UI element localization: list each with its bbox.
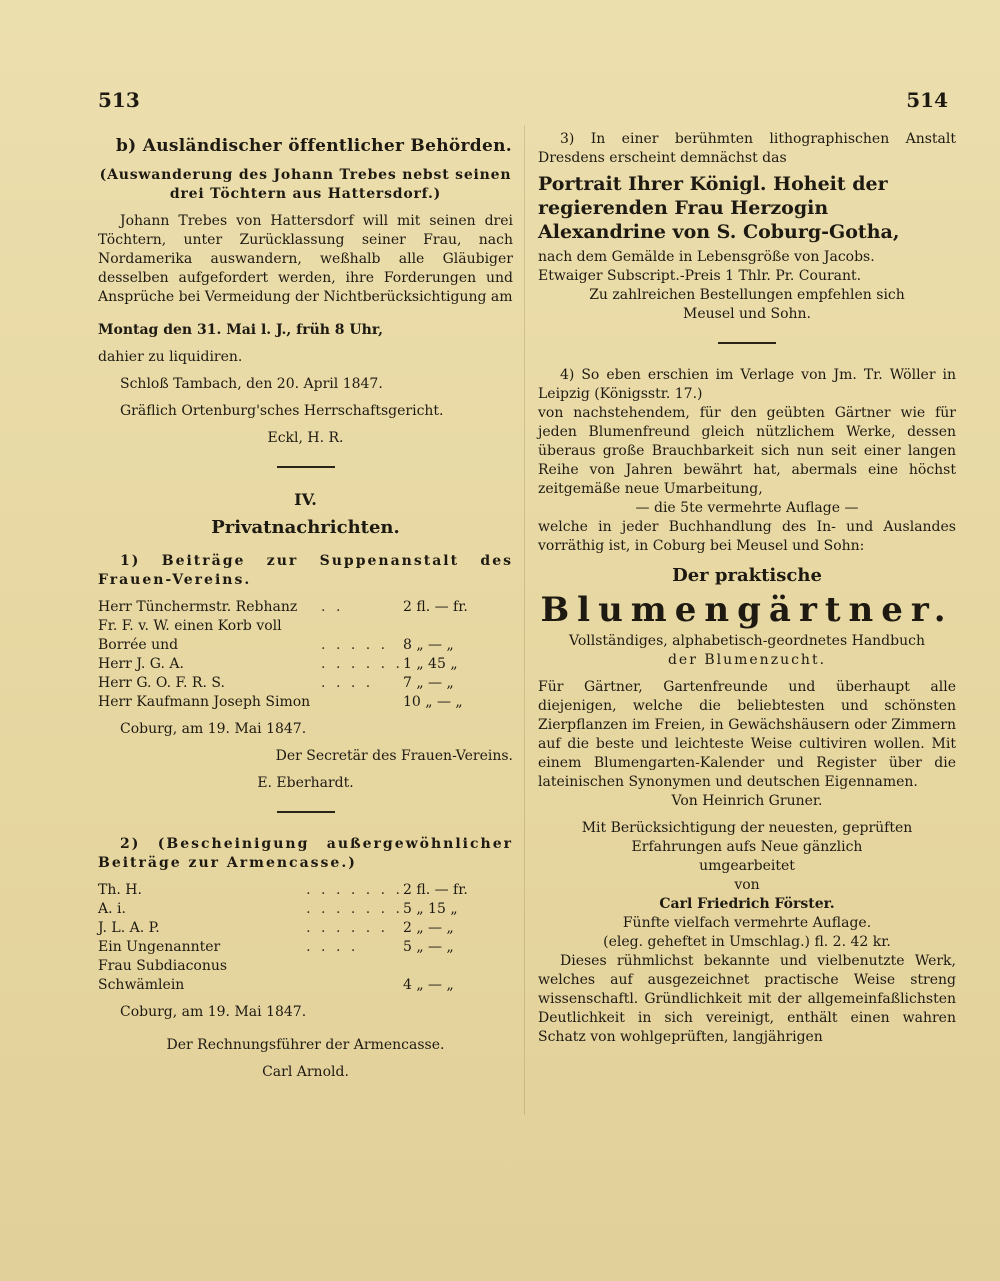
book-ad-intro: 4) So eben erschien im Verlage von Jm. Tr. Wöller in Leipzig (Königsstr. 17.) [538,367,956,402]
book-praise: Dieses rühmlichst bekannte und vielbenutzte Werk, welches auf ausgezeichnet practische Weise streng wissenschaftl. Gründlichkeit mit der allgemeinfaßlichsten Deutlichkeit in sich vereinigt, enthält einen wahren Schatz von wohlgeprüften, langjährigen [538,953,956,1045]
book-edition: Fünfte vielfach vermehrte Auflage. [622,915,872,931]
soup-contributions-table [98,598,513,712]
separator-rule [277,466,335,468]
donor-name: Fr. F. v. W. einen Korb voll Borrée und [98,618,282,653]
book-ad-edition-note: — die 5te vermehrte Auflage — [635,500,859,516]
table-row: Herr Tünchermstr. Rebhanz . . 2 fl. — fr. [98,598,513,617]
book-editor: Carl Friedrich Förster. [659,896,835,912]
donor-name: Herr Kaufmann Joseph Simon [98,694,311,710]
donation-amount: 5 „ 15 „ [403,901,458,917]
table-row: Fr. F. v. W. einen Korb voll Borrée und . . . . . 8 „ — „ [98,617,513,655]
right-column [538,130,956,1047]
table-row: Ein Ungenannter . . . . 5 „ — „ [98,938,513,957]
book-price: (eleg. geheftet in Umschlag.) fl. 2. 42 kr. [603,934,891,950]
separator-rule [718,342,776,344]
soup-place-date: Coburg, am 19. Mai 1847. [120,721,307,737]
book-subtitle: Vollständiges, alphabetisch-geordnetes Handbuch [569,633,925,649]
book-revision-line: Mit Berücksichtigung der neuesten, geprüften Erfahrungen aufs Neue gänzlich [581,820,913,855]
book-pretitle: Der praktische [672,565,822,586]
donation-amount: 4 „ — „ [403,977,454,993]
book-subtitle-2: der Blumenzucht. [667,652,827,668]
table-row: J. L. A. P. . . . . . . 2 „ — „ [98,919,513,938]
donor-name: Herr Tünchermstr. Rebhanz [98,599,298,615]
donation-amount: 8 „ — „ [403,637,454,653]
soup-secretary: Der Secretär des Frauen-Vereins. [275,748,513,764]
donor-name: A. i. [98,901,126,917]
page-number-right: 514 [906,88,948,112]
donation-amount: 2 fl. — fr. [403,599,468,615]
table-row: Th. H. . . . . . . . 2 fl. — fr. [98,881,513,900]
book-by-word: von [734,877,760,893]
donation-amount: 1 „ 45 „ [403,656,458,672]
donor-name: Herr J. G. A. [98,656,184,672]
emigration-court: Gräflich Ortenburg'sches Herrschaftsgericht. [120,403,444,419]
donor-name: Herr G. O. F. R. S. [98,675,225,691]
soup-signature: E. Eberhardt. [257,775,354,791]
table-row [98,693,513,712]
poor-place-date: Coburg, am 19. Mai 1847. [120,1004,307,1020]
portrait-painting-line: nach dem Gemälde in Lebensgröße von Jacobs. [538,249,875,265]
book-ad-availability: welche in jeder Buchhandlung des In- und Auslandes vorräthig ist, in Coburg bei Meusel und Sohn: [538,519,956,554]
portrait-price-line: Etwaiger Subscript.-Preis 1 Thlr. Pr. Courant. [538,268,862,284]
donor-name: Ein Ungenannter [98,939,221,955]
emigration-signature: Eckl, H. R. [267,430,344,446]
portrait-title: Portrait Ihrer Königl. Hoheit der regierenden Frau Herzogin Alexandrine von S. Coburg-Gotha, [538,173,900,243]
donation-amount: 2 fl. — fr. [403,882,468,898]
emigration-date: Montag den 31. Mai l. J., früh 8 Uhr, [98,322,384,338]
donor-name: Frau Subdiaconus Schwämlein [98,958,228,993]
donor-name: J. L. A. P. [98,920,160,936]
donor-name: Th. H. [98,882,142,898]
poor-fund-table [98,881,513,995]
donation-amount: 10 „ — „ [403,694,463,710]
poor-signature: Carl Arnold. [262,1064,349,1080]
donation-amount: 2 „ — „ [403,920,454,936]
book-title: Blumengärtner. [540,590,954,630]
table-row: A. i. . . . . . . . 5 „ 15 „ [98,900,513,919]
donation-amount: 7 „ — „ [403,675,454,691]
table-row: Herr J. G. A. . . . . . . 1 „ 45 „ [98,655,513,674]
table-row: Herr G. O. F. R. S. . . . . 7 „ — „ [98,674,513,693]
poor-treasurer: Der Rechnungsführer der Armencasse. [166,1037,445,1053]
emigration-place-date: Schloß Tambach, den 20. April 1847. [120,376,383,392]
book-author: Von Heinrich Gruner. [671,793,823,809]
emigration-body: Johann Trebes von Hattersdorf will mit seinen drei Töchtern, unter Zurücklassung seiner Frau, nach Nordamerika auswandern, weßhalb alle Gläubiger desselben aufgefordert werden, ihre Forderungen und Ansprüche bei Vermeidung der Nichtberücksichtigung am [98,213,513,305]
portrait-intro: 3) In einer berühmten lithographischen Anstalt Dresdens erscheint demnächst das [538,131,956,166]
section-roman-numeral: IV. [294,490,317,509]
book-ad-body: von nachstehendem, für den geübten Gärtner wie für jeden Blumenfreund gleich nützlichem Werke, dessen überaus große Brauchbarkeit sich nun seit einer langen Reihe von Jahren bewährt hat, abermals eine höchst zeitgemäße neue Umarbeitung, [538,405,956,497]
table-row [98,957,513,995]
left-column [98,130,513,1082]
column-divider [524,125,525,1115]
section-b-heading: b) Ausländischer öffentlicher Behörden. [116,136,512,156]
poor-fund-title: 2) (Bescheinigung außergewöhnlicher Beiträge zur Armencasse.) [98,836,513,871]
donation-amount: 5 „ — „ [403,939,454,955]
emigration-liquidate: dahier zu liquidiren. [98,349,243,365]
book-description: Für Gärtner, Gartenfreunde und überhaupt alle diejenigen, welche die beliebtesten und schönsten Zierpflanzen im Freien, in Gewächshäusern oder Zimmern auf die beste und leichteste Weise cultiviren wollen. Mit einem Blumengarten-Kalender und Register über die lateinischen Synonymen und deutschen Eigennamen. [538,679,956,790]
portrait-orders-line: Zu zahlreichen Bestellungen empfehlen sich [589,287,905,303]
page-number-left: 513 [98,88,140,112]
book-revised-word: umgearbeitet [699,858,795,874]
portrait-signature: Meusel und Sohn. [683,306,811,322]
private-news-heading: Privatnachrichten. [211,517,400,538]
emigration-title: (Auswanderung des Johann Trebes nebst seinen drei Töchtern aus Hattersdorf.) [99,167,512,202]
soup-contributions-title: 1) Beiträge zur Suppenanstalt des Frauen-Vereins. [98,553,513,588]
separator-rule [277,811,335,813]
